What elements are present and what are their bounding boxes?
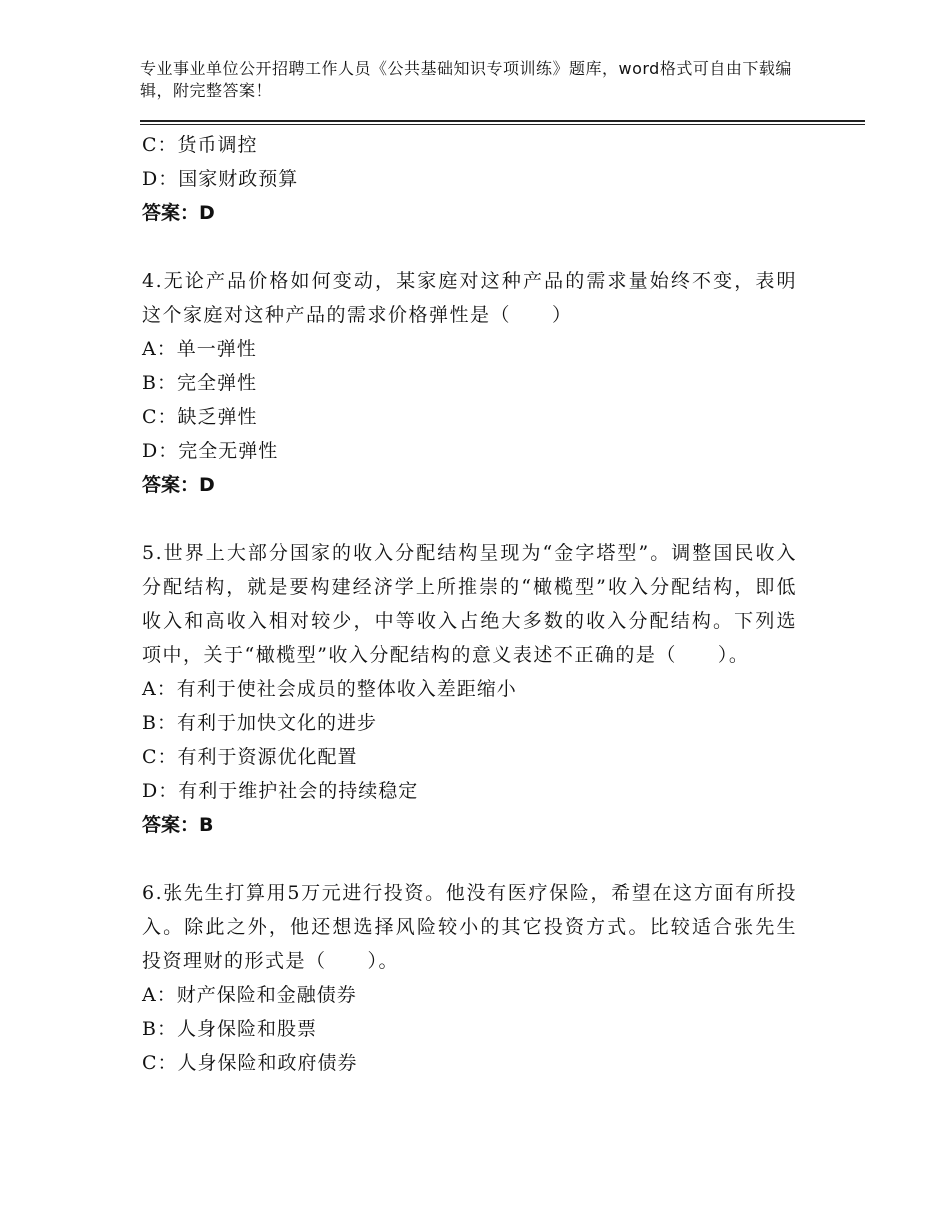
answer-label: 答案：B [142, 814, 214, 836]
page-header: 专业事业单位公开招聘工作人员《公共基础知识专项训练》题库，word格式可自由下载编辑，附完整答案！ [140, 59, 792, 100]
answer-label: 答案：D [142, 474, 215, 496]
question-5 [142, 536, 797, 842]
question-stem: 4.无论产品价格如何变动，某家庭对这种产品的需求量始终不变，表明这个家庭对这种产品的需求价格弹性是（ ） [142, 270, 797, 326]
option-b: B：有利于加快文化的进步 [142, 712, 377, 734]
option-c: C：货币调控 [142, 134, 258, 156]
option-c: C：缺乏弹性 [142, 406, 258, 428]
question-list [142, 128, 797, 1080]
option-c: C：人身保险和政府债券 [142, 1052, 358, 1074]
option-a: A：财产保险和金融债券 [142, 984, 357, 1006]
answer-label: 答案：D [142, 202, 215, 224]
option-b: B：人身保险和股票 [142, 1018, 317, 1040]
question-6 [142, 876, 797, 1080]
option-a: A：单一弹性 [142, 338, 257, 360]
option-c: C：有利于资源优化配置 [142, 746, 358, 768]
question-3-tail [142, 128, 797, 230]
option-d: D：完全无弹性 [142, 440, 279, 462]
option-d: D：国家财政预算 [142, 168, 299, 190]
question-4 [142, 264, 797, 502]
question-stem: 6.张先生打算用5万元进行投资。他没有医疗保险，希望在这方面有所投入。除此之外，他还想选择风险较小的其它投资方式。比较适合张先生投资理财的形式是（ ）。 [142, 882, 797, 972]
header-divider [140, 120, 865, 125]
option-a: A：有利于使社会成员的整体收入差距缩小 [142, 678, 517, 700]
option-b: B：完全弹性 [142, 372, 257, 394]
option-d: D：有利于维护社会的持续稳定 [142, 780, 419, 802]
question-stem: 5.世界上大部分国家的收入分配结构呈现为“金字塔型”。调整国民收入分配结构，就是要构建经济学上所推崇的“橄榄型”收入分配结构，即低收入和高收入相对较少，中等收入占绝大多数的收入分配结构。下列选项中，关于“橄榄型”收入分配结构的意义表述不正确的是（ ）。 [142, 542, 797, 666]
